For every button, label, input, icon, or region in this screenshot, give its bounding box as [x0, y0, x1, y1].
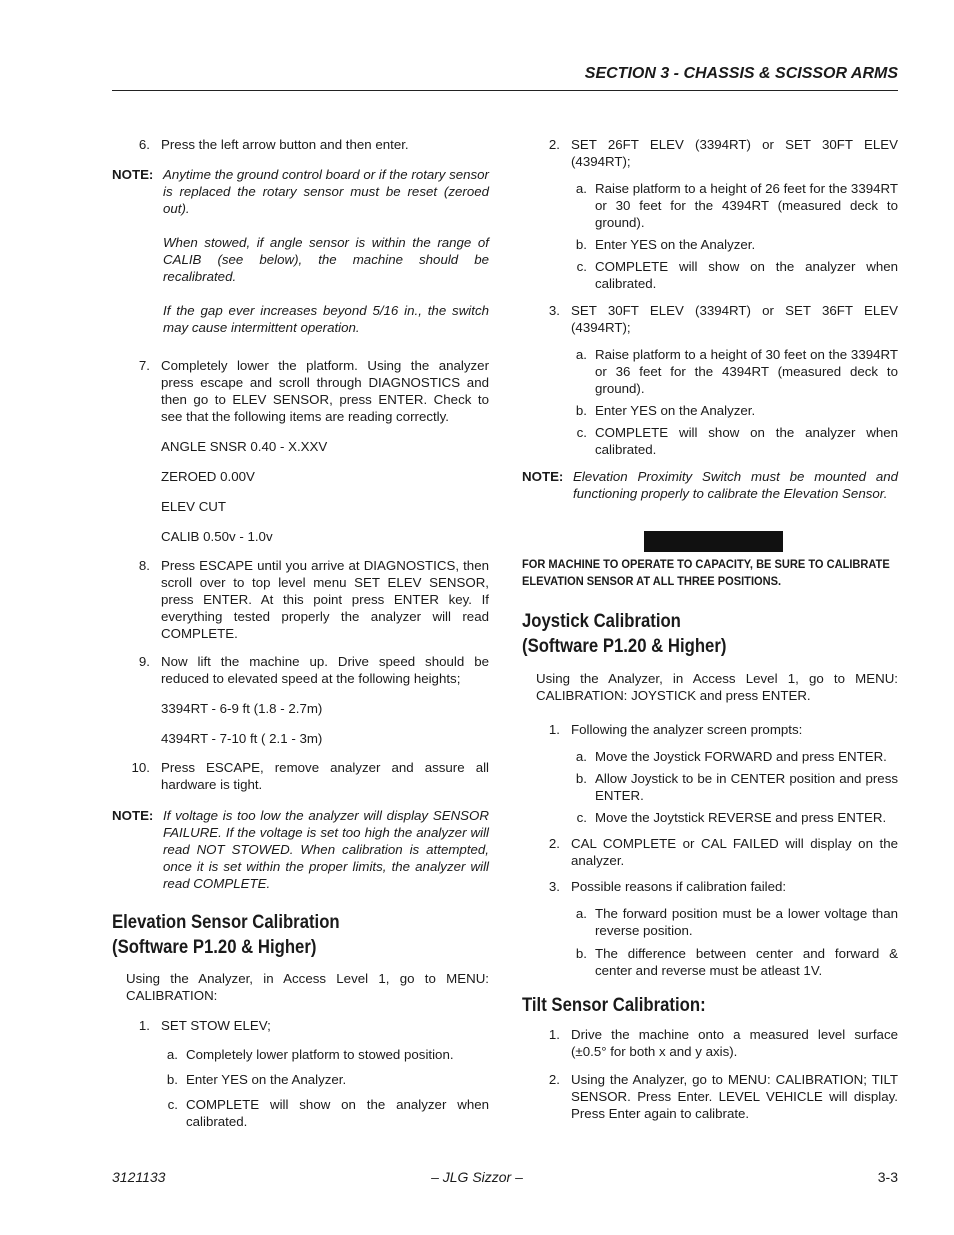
- elev-step-3c: c. COMPLETE will show on the analyzer when calibrated.: [576, 425, 898, 457]
- elev-step-1: 1. SET STOW ELEV;: [138, 1018, 271, 1033]
- tilt-step-1: 1. Drive the machine onto a measured level surface (±0.5° for both x and y axis).: [548, 1027, 898, 1059]
- heights-list: 3394RT - 6-9 ft (1.8 - 2.7m) 4394RT - 7-10 ft ( 2.1 - 3m): [161, 701, 323, 746]
- page-number: 3-3: [877, 1169, 898, 1185]
- elevation-intro: Using the Analyzer, in Access Level 1, go to MENU: CALIBRATION:: [126, 971, 489, 1003]
- caution-text: FOR MACHINE TO OPERATE TO CAPACITY, BE SURE TO CALIBRATE ELEVATION SENSOR AT ALL THREE POSITIONS.: [522, 557, 890, 588]
- elev-step-3b: b. Enter YES on the Analyzer.: [575, 403, 756, 418]
- heading-elevation-sensor: Elevation Sensor Calibration (Software P1.20 & Higher): [112, 912, 340, 958]
- caution-banner: [644, 531, 783, 552]
- elev-step-1c: c. COMPLETE will show on the analyzer when calibrated.: [167, 1097, 489, 1129]
- joy-step-3a: a. The forward position must be a lower voltage than reverse position.: [575, 906, 898, 938]
- page-header: [112, 64, 898, 91]
- joy-step-1c: c. Move the Joytstick REVERSE and press ENTER.: [576, 810, 887, 825]
- elev-step-2b: b. Enter YES on the Analyzer.: [575, 237, 756, 252]
- footer-title: – JLG Sizzor –: [431, 1169, 523, 1185]
- elev-step-3: 3. SET 30FT ELEV (3394RT) or SET 36FT ELEV (4394RT);: [548, 303, 898, 335]
- heading-tilt-sensor: Tilt Sensor Calibration:: [522, 995, 706, 1016]
- note-proximity-switch: NOTE: Elevation Proximity Switch must be mounted and functioning properly to calibrate the Elevation Sensor.: [522, 469, 898, 501]
- joystick-intro: Using the Analyzer, in Access Level 1, go to MENU: CALIBRATION: JOYSTICK and press ENTER.: [536, 671, 898, 703]
- footer-doc-number: 3121133: [112, 1169, 166, 1185]
- note-voltage: NOTE: If voltage is too low the analyzer will display SENSOR FAILURE. If the voltage is set too high the analyzer will read NOT STOWED. When calibration is attempted, once it is set within the proper limits, the analyzer will read COMPLETE.: [112, 808, 489, 891]
- step-7: 7. Completely lower the platform. Using the analyzer press escape and scroll through DIAGNOSTICS and then go to ELEV SENSOR, press ENTER. Check to see that the following items are reading correctly.: [138, 358, 489, 424]
- step-9: 9. Now lift the machine up. Drive speed should be reduced to elevated speed at the following heights;: [138, 654, 489, 686]
- elev-step-3a: a. Raise platform to a height of 30 feet on the 3394RT or 36 feet for the 4394RT (measured deck to ground).: [575, 347, 898, 396]
- joy-step-1a: a. Move the Joystick FORWARD and press ENTER.: [575, 749, 887, 764]
- readings-list: ANGLE SNSR 0.40 - X.XXV ZEROED 0.00V ELEV CUT CALIB 0.50v - 1.0v: [161, 439, 328, 544]
- heading-joystick: Joystick Calibration (Software P1.20 & Higher): [522, 611, 727, 657]
- joy-step-1b: b. Allow Joystick to be in CENTER position and press ENTER.: [575, 771, 898, 803]
- joy-step-3b: b. The difference between center and forward & center and reverse must be atleast 1V.: [575, 946, 898, 978]
- note-rotary-sensor: NOTE: Anytime the ground control board or if the rotary sensor is replaced the rotary sensor must be reset (zeroed out). When stowed, if angle sensor is within the range of CALIB (see below), the machine should be recalibrated. If the gap ever increases beyond 5/16 in., the switch may cause intermittent operation.: [112, 167, 489, 335]
- elev-step-1b: b. Enter YES on the Analyzer.: [166, 1072, 347, 1087]
- step-10: 10. Press ESCAPE, remove analyzer and assure all hardware is tight.: [131, 760, 489, 792]
- step-6: 6. Press the left arrow button and then enter.: [138, 137, 409, 152]
- step-8: 8. Press ESCAPE until you arrive at DIAGNOSTICS, then scroll over to top level menu SET ELEV SENSOR, press ENTER. At this point press ENTER key. If everything tested properly the analyzer will read COMPLETE.: [138, 558, 489, 641]
- joy-step-3: 3. Possible reasons if calibration failed:: [548, 879, 787, 894]
- elev-step-2a: a. Raise platform to a height of 26 feet for the 3394RT or 30 feet for the 4394RT (measured deck to ground).: [575, 181, 898, 230]
- elev-step-2: 2. SET 26FT ELEV (3394RT) or SET 30FT ELEV (4394RT);: [548, 137, 898, 169]
- joy-step-2: 2. CAL COMPLETE or CAL FAILED will display on the analyzer.: [548, 836, 898, 868]
- tilt-step-2: 2. Using the Analyzer, go to MENU: CALIBRATION; TILT SENSOR. Press Enter. LEVEL VEHICLE will display. Press Enter again to calibrate.: [548, 1072, 898, 1121]
- right-column: [522, 130, 898, 1122]
- elev-step-2c: c. COMPLETE will show on the analyzer when calibrated.: [576, 259, 898, 291]
- joy-step-1: 1. Following the analyzer screen prompts:: [548, 722, 803, 737]
- section-title: SECTION 3 - CHASSIS & SCISSOR ARMS: [584, 65, 898, 82]
- elev-step-1a: a. Completely lower platform to stowed position.: [166, 1047, 454, 1062]
- left-column: [112, 130, 489, 1130]
